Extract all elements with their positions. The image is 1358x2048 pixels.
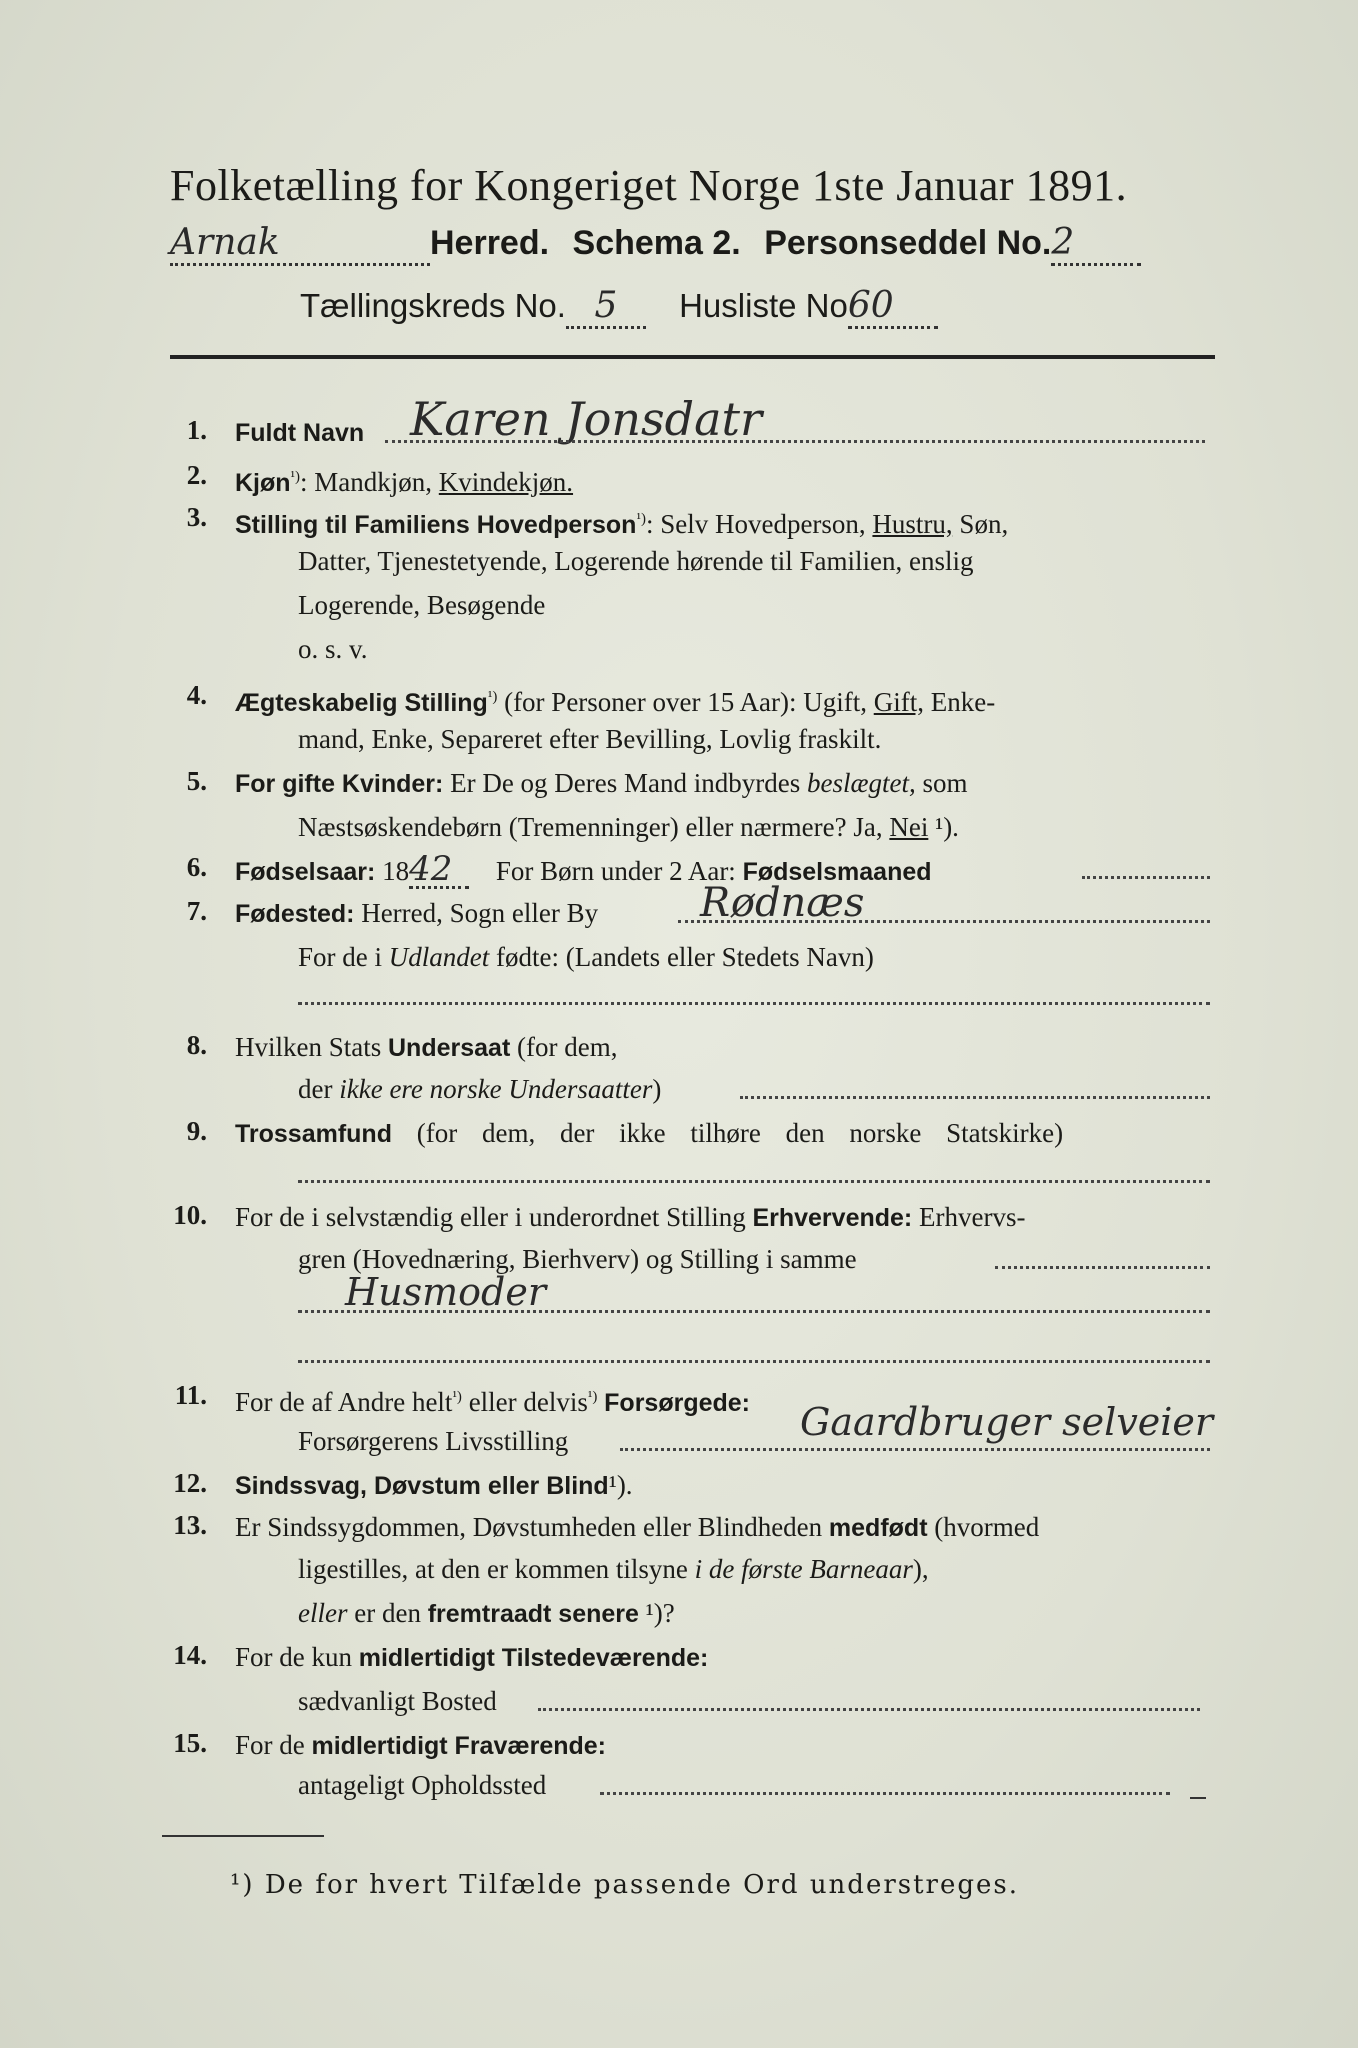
schema-label: Schema 2. [572,224,741,262]
q15-dotline [600,1792,1170,1795]
q13-number: 13. [173,1510,207,1540]
q6-year-value: 42 [409,852,469,889]
q3-line3: Logerende, Besøgende [298,590,546,620]
personseddel-label: Personseddel No. [764,224,1052,262]
q1-name-value: Karen Jonsdatr [410,392,762,446]
q15-number: 15. [173,1728,207,1758]
q1-number: 1. [186,415,207,445]
q7-line2: For de i Udlandet fødte: (Landets eller Stedets Navn) [298,942,874,972]
kreds-value: 5 [566,285,646,329]
q7-birthplace-value: Rødnæs [700,880,865,926]
q8-line2: der ikke ere norske Undersaatter) [298,1074,662,1104]
footnote-rule [162,1835,324,1837]
q7-dotline [678,920,1210,923]
q14-dotline [538,1708,1200,1711]
q12-line: Sindssvag, Døvstum eller Blind¹). [235,1470,633,1500]
q10-dotline3 [298,1360,1210,1363]
q2-number: 2. [186,460,207,490]
q14-line1: For de kun midlertidigt Tilstedeværende: [235,1642,709,1672]
q4-number: 4. [186,680,207,710]
herred-value: Arnak [170,222,430,266]
q9-number: 9. [186,1116,207,1146]
husliste-label: Husliste No [679,287,848,324]
q8-line1: Hvilken Stats Undersaat (for dem, [235,1032,618,1062]
q13-line1: Er Sindssygdommen, Døvstumheden eller Blindheden medfødt (hvormed [235,1512,1040,1542]
q13-line2: ligestilles, at den er kommen tilsyne i de første Barneaar), [298,1554,929,1584]
q15-line2: antageligt Opholdssted [298,1770,547,1800]
q11-line1: For de af Andre helt$^{^1)}$ eller delvis$^{^1)}$ Forsørgede: [235,1387,751,1417]
q15-dash [1190,1797,1206,1799]
q5-line2: Næstsøskendebørn (Tremenninger) eller nærmere? Ja, Nei ¹). [298,812,959,842]
q1-dotline [385,440,1205,443]
q8-dotline [740,1096,1210,1099]
q11-provider-value: Gaardbruger selveier [800,1400,1214,1444]
q3-line1: Stilling til Familiens Hovedperson$^{^1)}$: Selv Hovedperson, Hustru, Søn, [235,509,1009,539]
q5-number: 5. [186,766,207,796]
q10-number: 10. [173,1200,207,1230]
q10-line1: For de i selvstændig eller i underordnet Stilling Erhvervende: Erhvervs- [235,1202,1026,1232]
q4-line2: mand, Enke, Separeret efter Bevilling, Lovlig fraskilt. [298,724,882,754]
q1-label: Fuldt Navn [235,419,365,447]
q6-number: 6. [186,852,207,882]
q14-number: 14. [173,1640,207,1670]
q5-line1: For gifte Kvinder: Er De og Deres Mand indbyrdes beslægtet, som [235,768,968,798]
personseddel-value: 2 [1051,222,1141,266]
q4-line1: Ægteskabelig Stilling$^{^1)}$ (for Personer over 15 Aar): Ugift, Gift, Enke- [235,687,996,717]
q7-number: 7. [186,896,207,926]
q14-line2: sædvanligt Bosted [298,1686,497,1716]
q3-number: 3. [186,502,207,532]
husliste-value: 60 [848,285,938,329]
q7-dotline2 [298,1002,1210,1005]
q15-line1: For de midlertidigt Fraværende: [235,1730,606,1760]
q12-number: 12. [173,1468,207,1498]
q6-line: Fødselsaar: 1842 For Børn under 2 Aar: Fødselsmaaned [235,849,932,889]
q7-line1: Fødested: Herred, Sogn eller By [235,898,599,928]
q2-text: Kjøn$^{^1)}$: Mandkjøn, Kvindekjøn. [235,467,574,497]
q13-line3: eller er den fremtraadt senere ¹)? [298,1598,675,1628]
kreds-line [300,285,938,329]
q11-number: 11. [174,1380,207,1410]
q11-line2: Forsørgerens Livsstilling [298,1426,569,1456]
q11-dotline [620,1448,1210,1451]
q3-line2: Datter, Tjenestetyende, Logerende hørende til Familien, enslig [298,546,974,576]
q9-line: Trossamfund (for dem, der ikke tilhøre den norske Statskirke) [235,1118,1064,1148]
form-title: Folketælling for Kongeriget Norge 1ste Januar 1891. [170,161,1128,210]
q8-number: 8. [186,1030,207,1060]
q3-line4: o. s. v. [298,634,368,664]
q10-dotline2 [298,1310,1210,1313]
footnote: ¹) De for hvert Tilfælde passende Ord understreges. [230,1870,1020,1900]
q10-dotline1 [995,1266,1210,1269]
herred-line [170,222,1141,266]
q10-occupation-value: Husmoder [345,1270,547,1314]
herred-label: Herred. [430,224,550,262]
header-rule [170,355,1215,359]
q10-line2: gren (Hovednæring, Bierhverv) og Stilling i samme [298,1244,857,1274]
kreds-label: Tællingskreds No. [300,287,566,324]
q9-dotline [298,1180,1210,1183]
q6-dotline [1082,876,1210,879]
